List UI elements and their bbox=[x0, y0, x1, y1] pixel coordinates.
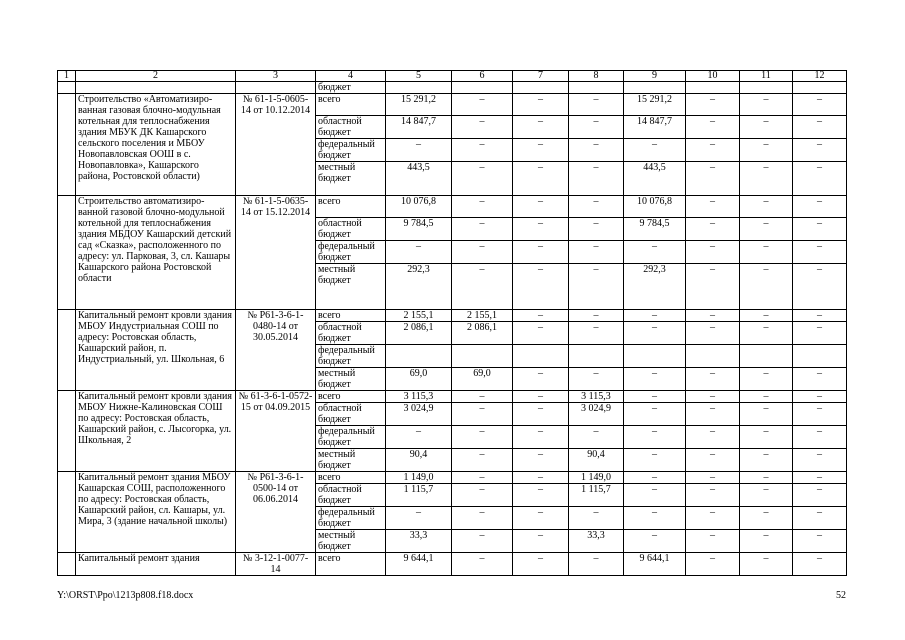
approval-document: № 61-3-6-1-0572-15 от 04.09.2015 bbox=[236, 391, 316, 472]
amount-cell: – bbox=[793, 264, 847, 310]
amount-cell bbox=[624, 345, 686, 368]
column-number-5: 5 bbox=[386, 71, 452, 82]
amount-cell: – bbox=[452, 241, 513, 264]
amount-cell: – bbox=[452, 264, 513, 310]
amount-cell: – bbox=[513, 196, 569, 218]
amount-cell: 3 115,3 bbox=[386, 391, 452, 403]
amount-cell: – bbox=[793, 116, 847, 139]
amount-cell: 443,5 bbox=[386, 162, 452, 196]
project-name: Капитальный ремонт кровли здания МБОУ Индустриальная СОШ по адресу: Ростовская область, Кашарский район, п. Индустриальный, ул. Школьная, 6 bbox=[76, 310, 236, 391]
column-number-header-row bbox=[58, 71, 847, 82]
amount-cell: – bbox=[569, 116, 624, 139]
amount-cell: – bbox=[740, 264, 793, 310]
amount-cell: – bbox=[513, 162, 569, 196]
amount-cell bbox=[513, 345, 569, 368]
amount-cell: – bbox=[513, 507, 569, 530]
funding-source: всего bbox=[316, 391, 386, 403]
amount-cell: – bbox=[740, 391, 793, 403]
amount-cell: 10 076,8 bbox=[386, 196, 452, 218]
amount-cell: – bbox=[624, 241, 686, 264]
amount-cell: 90,4 bbox=[569, 449, 624, 472]
table-cell bbox=[740, 82, 793, 94]
table-cell bbox=[76, 82, 236, 94]
amount-cell: – bbox=[624, 391, 686, 403]
amount-cell: – bbox=[513, 116, 569, 139]
table-row bbox=[58, 553, 847, 576]
funding-source: федеральный бюджет bbox=[316, 507, 386, 530]
amount-cell: – bbox=[513, 403, 569, 426]
amount-cell: 2 155,1 bbox=[386, 310, 452, 322]
amount-cell: 1 115,7 bbox=[386, 484, 452, 507]
amount-cell: – bbox=[513, 264, 569, 310]
amount-cell bbox=[386, 345, 452, 368]
funding-source: всего bbox=[316, 472, 386, 484]
column-number-3: 3 bbox=[236, 71, 316, 82]
approval-document: № Р61-3-6-1-0500-14 от 06.06.2014 bbox=[236, 472, 316, 553]
amount-cell: – bbox=[740, 403, 793, 426]
approval-document: № Р61-3-6-1-0480-14 от 30.05.2014 bbox=[236, 310, 316, 391]
amount-cell: 3 024,9 bbox=[386, 403, 452, 426]
project-name: Капитальный ремонт здания bbox=[76, 553, 236, 576]
amount-cell: – bbox=[452, 472, 513, 484]
table-cell bbox=[513, 82, 569, 94]
amount-cell: – bbox=[793, 449, 847, 472]
amount-cell: – bbox=[686, 94, 740, 116]
funding-source: местный бюджет bbox=[316, 368, 386, 391]
budget-table bbox=[57, 70, 847, 576]
amount-cell: – bbox=[513, 472, 569, 484]
amount-cell: – bbox=[793, 162, 847, 196]
amount-cell: – bbox=[686, 310, 740, 322]
amount-cell: – bbox=[793, 196, 847, 218]
amount-cell: 33,3 bbox=[569, 530, 624, 553]
amount-cell: – bbox=[740, 196, 793, 218]
amount-cell: 1 115,7 bbox=[569, 484, 624, 507]
amount-cell: – bbox=[624, 139, 686, 162]
amount-cell: – bbox=[569, 218, 624, 241]
row-index-cell bbox=[58, 310, 76, 391]
amount-cell: – bbox=[569, 507, 624, 530]
amount-cell: – bbox=[569, 241, 624, 264]
column-number-4: 4 bbox=[316, 71, 386, 82]
row-index-cell bbox=[58, 196, 76, 310]
amount-cell: – bbox=[793, 553, 847, 576]
amount-cell: – bbox=[686, 507, 740, 530]
amount-cell: – bbox=[793, 139, 847, 162]
amount-cell: 14 847,7 bbox=[386, 116, 452, 139]
amount-cell: – bbox=[793, 530, 847, 553]
amount-cell: 9 644,1 bbox=[624, 553, 686, 576]
amount-cell: – bbox=[513, 530, 569, 553]
amount-cell: 14 847,7 bbox=[624, 116, 686, 139]
table-cell bbox=[236, 82, 316, 94]
row-index-cell bbox=[58, 391, 76, 472]
amount-cell: 443,5 bbox=[624, 162, 686, 196]
column-number-9: 9 bbox=[624, 71, 686, 82]
funding-source: местный бюджет bbox=[316, 162, 386, 196]
funding-source: всего bbox=[316, 310, 386, 322]
amount-cell: 15 291,2 bbox=[624, 94, 686, 116]
amount-cell bbox=[793, 345, 847, 368]
amount-cell: 90,4 bbox=[386, 449, 452, 472]
funding-source: федеральный бюджет bbox=[316, 241, 386, 264]
table-row bbox=[58, 196, 847, 218]
amount-cell: – bbox=[513, 426, 569, 449]
amount-cell: – bbox=[686, 241, 740, 264]
column-number-2: 2 bbox=[76, 71, 236, 82]
amount-cell: – bbox=[624, 310, 686, 322]
project-name: Капитальный ремонт кровли здания МБОУ Нижне-Калиновская СОШ по адресу: Ростовская область, Кашарский район, с. Лысогорка, ул. Школьная, 2 bbox=[76, 391, 236, 472]
row-index-cell bbox=[58, 94, 76, 196]
funding-source: федеральный бюджет bbox=[316, 139, 386, 162]
amount-cell: – bbox=[686, 116, 740, 139]
table-cell bbox=[793, 82, 847, 94]
amount-cell bbox=[569, 345, 624, 368]
amount-cell: 15 291,2 bbox=[386, 94, 452, 116]
amount-cell: – bbox=[793, 322, 847, 345]
amount-cell: – bbox=[624, 472, 686, 484]
amount-cell: – bbox=[513, 553, 569, 576]
amount-cell: – bbox=[686, 391, 740, 403]
funding-source: местный бюджет bbox=[316, 530, 386, 553]
amount-cell: – bbox=[452, 507, 513, 530]
table-cell bbox=[569, 82, 624, 94]
amount-cell: – bbox=[624, 403, 686, 426]
amount-cell: – bbox=[452, 391, 513, 403]
amount-cell: – bbox=[624, 449, 686, 472]
amount-cell: 292,3 bbox=[386, 264, 452, 310]
amount-cell: – bbox=[793, 426, 847, 449]
amount-cell: – bbox=[793, 94, 847, 116]
project-name: Строительство «Автоматизиро-ванная газовая блочно-модульная котельная для теплоснабжения здания МБУК ДК Кашарского сельского поселения и МБОУ Новопавловская ООШ в с. Новопавловка», Кашарского района, Ростовской области) bbox=[76, 94, 236, 196]
amount-cell: – bbox=[793, 218, 847, 241]
amount-cell: – bbox=[686, 218, 740, 241]
table-row bbox=[58, 472, 847, 484]
amount-cell: – bbox=[513, 449, 569, 472]
amount-cell: 33,3 bbox=[386, 530, 452, 553]
amount-cell: – bbox=[569, 310, 624, 322]
funding-source: областной бюджет bbox=[316, 403, 386, 426]
funding-source: всего bbox=[316, 196, 386, 218]
amount-cell: – bbox=[793, 484, 847, 507]
amount-cell: – bbox=[452, 403, 513, 426]
amount-cell: – bbox=[793, 507, 847, 530]
amount-cell: – bbox=[569, 553, 624, 576]
amount-cell: 10 076,8 bbox=[624, 196, 686, 218]
amount-cell bbox=[740, 345, 793, 368]
amount-cell: – bbox=[569, 368, 624, 391]
amount-cell: – bbox=[686, 264, 740, 310]
amount-cell: – bbox=[686, 484, 740, 507]
amount-cell: – bbox=[686, 530, 740, 553]
amount-cell: – bbox=[513, 368, 569, 391]
amount-cell: – bbox=[513, 391, 569, 403]
amount-cell: – bbox=[452, 426, 513, 449]
approval-document: № 61-1-5-0635-14 от 15.12.2014 bbox=[236, 196, 316, 310]
funding-source: местный бюджет bbox=[316, 449, 386, 472]
column-number-10: 10 bbox=[686, 71, 740, 82]
amount-cell: 2 155,1 bbox=[452, 310, 513, 322]
amount-cell: 3 024,9 bbox=[569, 403, 624, 426]
amount-cell: – bbox=[686, 553, 740, 576]
amount-cell: – bbox=[452, 162, 513, 196]
amount-cell: – bbox=[686, 162, 740, 196]
amount-cell: – bbox=[624, 484, 686, 507]
amount-cell: – bbox=[740, 218, 793, 241]
column-number-7: 7 bbox=[513, 71, 569, 82]
amount-cell: – bbox=[740, 530, 793, 553]
amount-cell: – bbox=[686, 322, 740, 345]
amount-cell: – bbox=[740, 449, 793, 472]
amount-cell: – bbox=[624, 426, 686, 449]
amount-cell: – bbox=[624, 507, 686, 530]
funding-source: всего bbox=[316, 553, 386, 576]
amount-cell: 9 784,5 bbox=[386, 218, 452, 241]
funding-source: бюджет bbox=[316, 82, 386, 94]
amount-cell: – bbox=[452, 484, 513, 507]
amount-cell: 1 149,0 bbox=[386, 472, 452, 484]
amount-cell: – bbox=[793, 403, 847, 426]
amount-cell: – bbox=[686, 403, 740, 426]
amount-cell: – bbox=[793, 391, 847, 403]
amount-cell: – bbox=[740, 368, 793, 391]
amount-cell: – bbox=[740, 507, 793, 530]
column-number-8: 8 bbox=[569, 71, 624, 82]
funding-source: областной бюджет bbox=[316, 218, 386, 241]
amount-cell: 69,0 bbox=[452, 368, 513, 391]
amount-cell: – bbox=[386, 507, 452, 530]
amount-cell: – bbox=[686, 139, 740, 162]
amount-cell: – bbox=[624, 368, 686, 391]
amount-cell: 292,3 bbox=[624, 264, 686, 310]
table-cell bbox=[452, 82, 513, 94]
amount-cell: – bbox=[513, 218, 569, 241]
amount-cell: – bbox=[386, 426, 452, 449]
amount-cell: – bbox=[452, 116, 513, 139]
funding-source: федеральный бюджет bbox=[316, 426, 386, 449]
table-cell bbox=[386, 82, 452, 94]
amount-cell: – bbox=[624, 322, 686, 345]
amount-cell: – bbox=[793, 368, 847, 391]
amount-cell: – bbox=[452, 218, 513, 241]
amount-cell: – bbox=[793, 241, 847, 264]
approval-document: № 3-12-1-0077-14 bbox=[236, 553, 316, 576]
amount-cell: – bbox=[513, 322, 569, 345]
amount-cell: – bbox=[740, 162, 793, 196]
amount-cell: – bbox=[740, 553, 793, 576]
amount-cell: 69,0 bbox=[386, 368, 452, 391]
amount-cell: – bbox=[569, 264, 624, 310]
amount-cell: – bbox=[569, 322, 624, 345]
funding-source: местный бюджет bbox=[316, 264, 386, 310]
amount-cell: – bbox=[686, 472, 740, 484]
amount-cell: – bbox=[740, 472, 793, 484]
amount-cell: – bbox=[569, 94, 624, 116]
amount-cell: – bbox=[569, 196, 624, 218]
project-name: Капитальный ремонт здания МБОУ Кашарская СОШ, расположенного по адресу: Ростовская область, Кашарский район, сл. Кашары, ул. Мира, 3 (здание начальной школы) bbox=[76, 472, 236, 553]
table-cell bbox=[58, 82, 76, 94]
column-number-1: 1 bbox=[58, 71, 76, 82]
amount-cell: – bbox=[452, 94, 513, 116]
funding-source: областной бюджет bbox=[316, 116, 386, 139]
amount-cell: 1 149,0 bbox=[569, 472, 624, 484]
amount-cell: – bbox=[452, 196, 513, 218]
project-name: Строительство автоматизиро-ванной газовой блочно-модульной котельной для теплоснабжения здания МБДОУ Кашарский детский сад «Сказка», расположенного по адресу: ул. Парковая, 3, сл. Кашары Кашарского района Ростовской области bbox=[76, 196, 236, 310]
amount-cell: – bbox=[740, 310, 793, 322]
funding-source: всего bbox=[316, 94, 386, 116]
amount-cell bbox=[686, 345, 740, 368]
amount-cell: – bbox=[740, 426, 793, 449]
amount-cell: 2 086,1 bbox=[386, 322, 452, 345]
amount-cell: – bbox=[740, 116, 793, 139]
amount-cell: 9 784,5 bbox=[624, 218, 686, 241]
amount-cell bbox=[452, 345, 513, 368]
amount-cell: – bbox=[793, 472, 847, 484]
table-cell bbox=[686, 82, 740, 94]
amount-cell: 3 115,3 bbox=[569, 391, 624, 403]
amount-cell: – bbox=[624, 530, 686, 553]
amount-cell: 2 086,1 bbox=[452, 322, 513, 345]
column-number-12: 12 bbox=[793, 71, 847, 82]
document-file-path: Y:\ORST\Ppo\1213p808.f18.docx bbox=[57, 590, 194, 601]
column-number-6: 6 bbox=[452, 71, 513, 82]
amount-cell: – bbox=[452, 553, 513, 576]
amount-cell: – bbox=[513, 484, 569, 507]
amount-cell: – bbox=[452, 449, 513, 472]
amount-cell: – bbox=[513, 310, 569, 322]
amount-cell: – bbox=[513, 241, 569, 264]
row-index-cell bbox=[58, 472, 76, 553]
approval-document: № 61-1-5-0605-14 от 10.12.2014 bbox=[236, 94, 316, 196]
amount-cell: – bbox=[452, 139, 513, 162]
column-number-11: 11 bbox=[740, 71, 793, 82]
funding-source: областной бюджет bbox=[316, 322, 386, 345]
amount-cell: – bbox=[513, 139, 569, 162]
amount-cell: – bbox=[452, 530, 513, 553]
funding-source: областной бюджет bbox=[316, 484, 386, 507]
continuation-row bbox=[58, 82, 847, 94]
amount-cell: – bbox=[386, 139, 452, 162]
amount-cell: – bbox=[386, 241, 452, 264]
amount-cell: – bbox=[740, 241, 793, 264]
amount-cell: – bbox=[569, 162, 624, 196]
amount-cell: – bbox=[793, 310, 847, 322]
amount-cell: – bbox=[569, 426, 624, 449]
amount-cell: – bbox=[740, 322, 793, 345]
amount-cell: – bbox=[686, 449, 740, 472]
table-row bbox=[58, 391, 847, 403]
page-number: 52 bbox=[836, 590, 846, 601]
amount-cell: – bbox=[686, 368, 740, 391]
amount-cell: – bbox=[686, 426, 740, 449]
amount-cell: – bbox=[686, 196, 740, 218]
amount-cell: – bbox=[740, 139, 793, 162]
funding-source: федеральный бюджет bbox=[316, 345, 386, 368]
amount-cell: – bbox=[740, 94, 793, 116]
table-row bbox=[58, 94, 847, 116]
amount-cell: 9 644,1 bbox=[386, 553, 452, 576]
table-row bbox=[58, 310, 847, 322]
row-index-cell bbox=[58, 553, 76, 576]
table-cell bbox=[624, 82, 686, 94]
amount-cell: – bbox=[740, 484, 793, 507]
amount-cell: – bbox=[513, 94, 569, 116]
amount-cell: – bbox=[569, 139, 624, 162]
